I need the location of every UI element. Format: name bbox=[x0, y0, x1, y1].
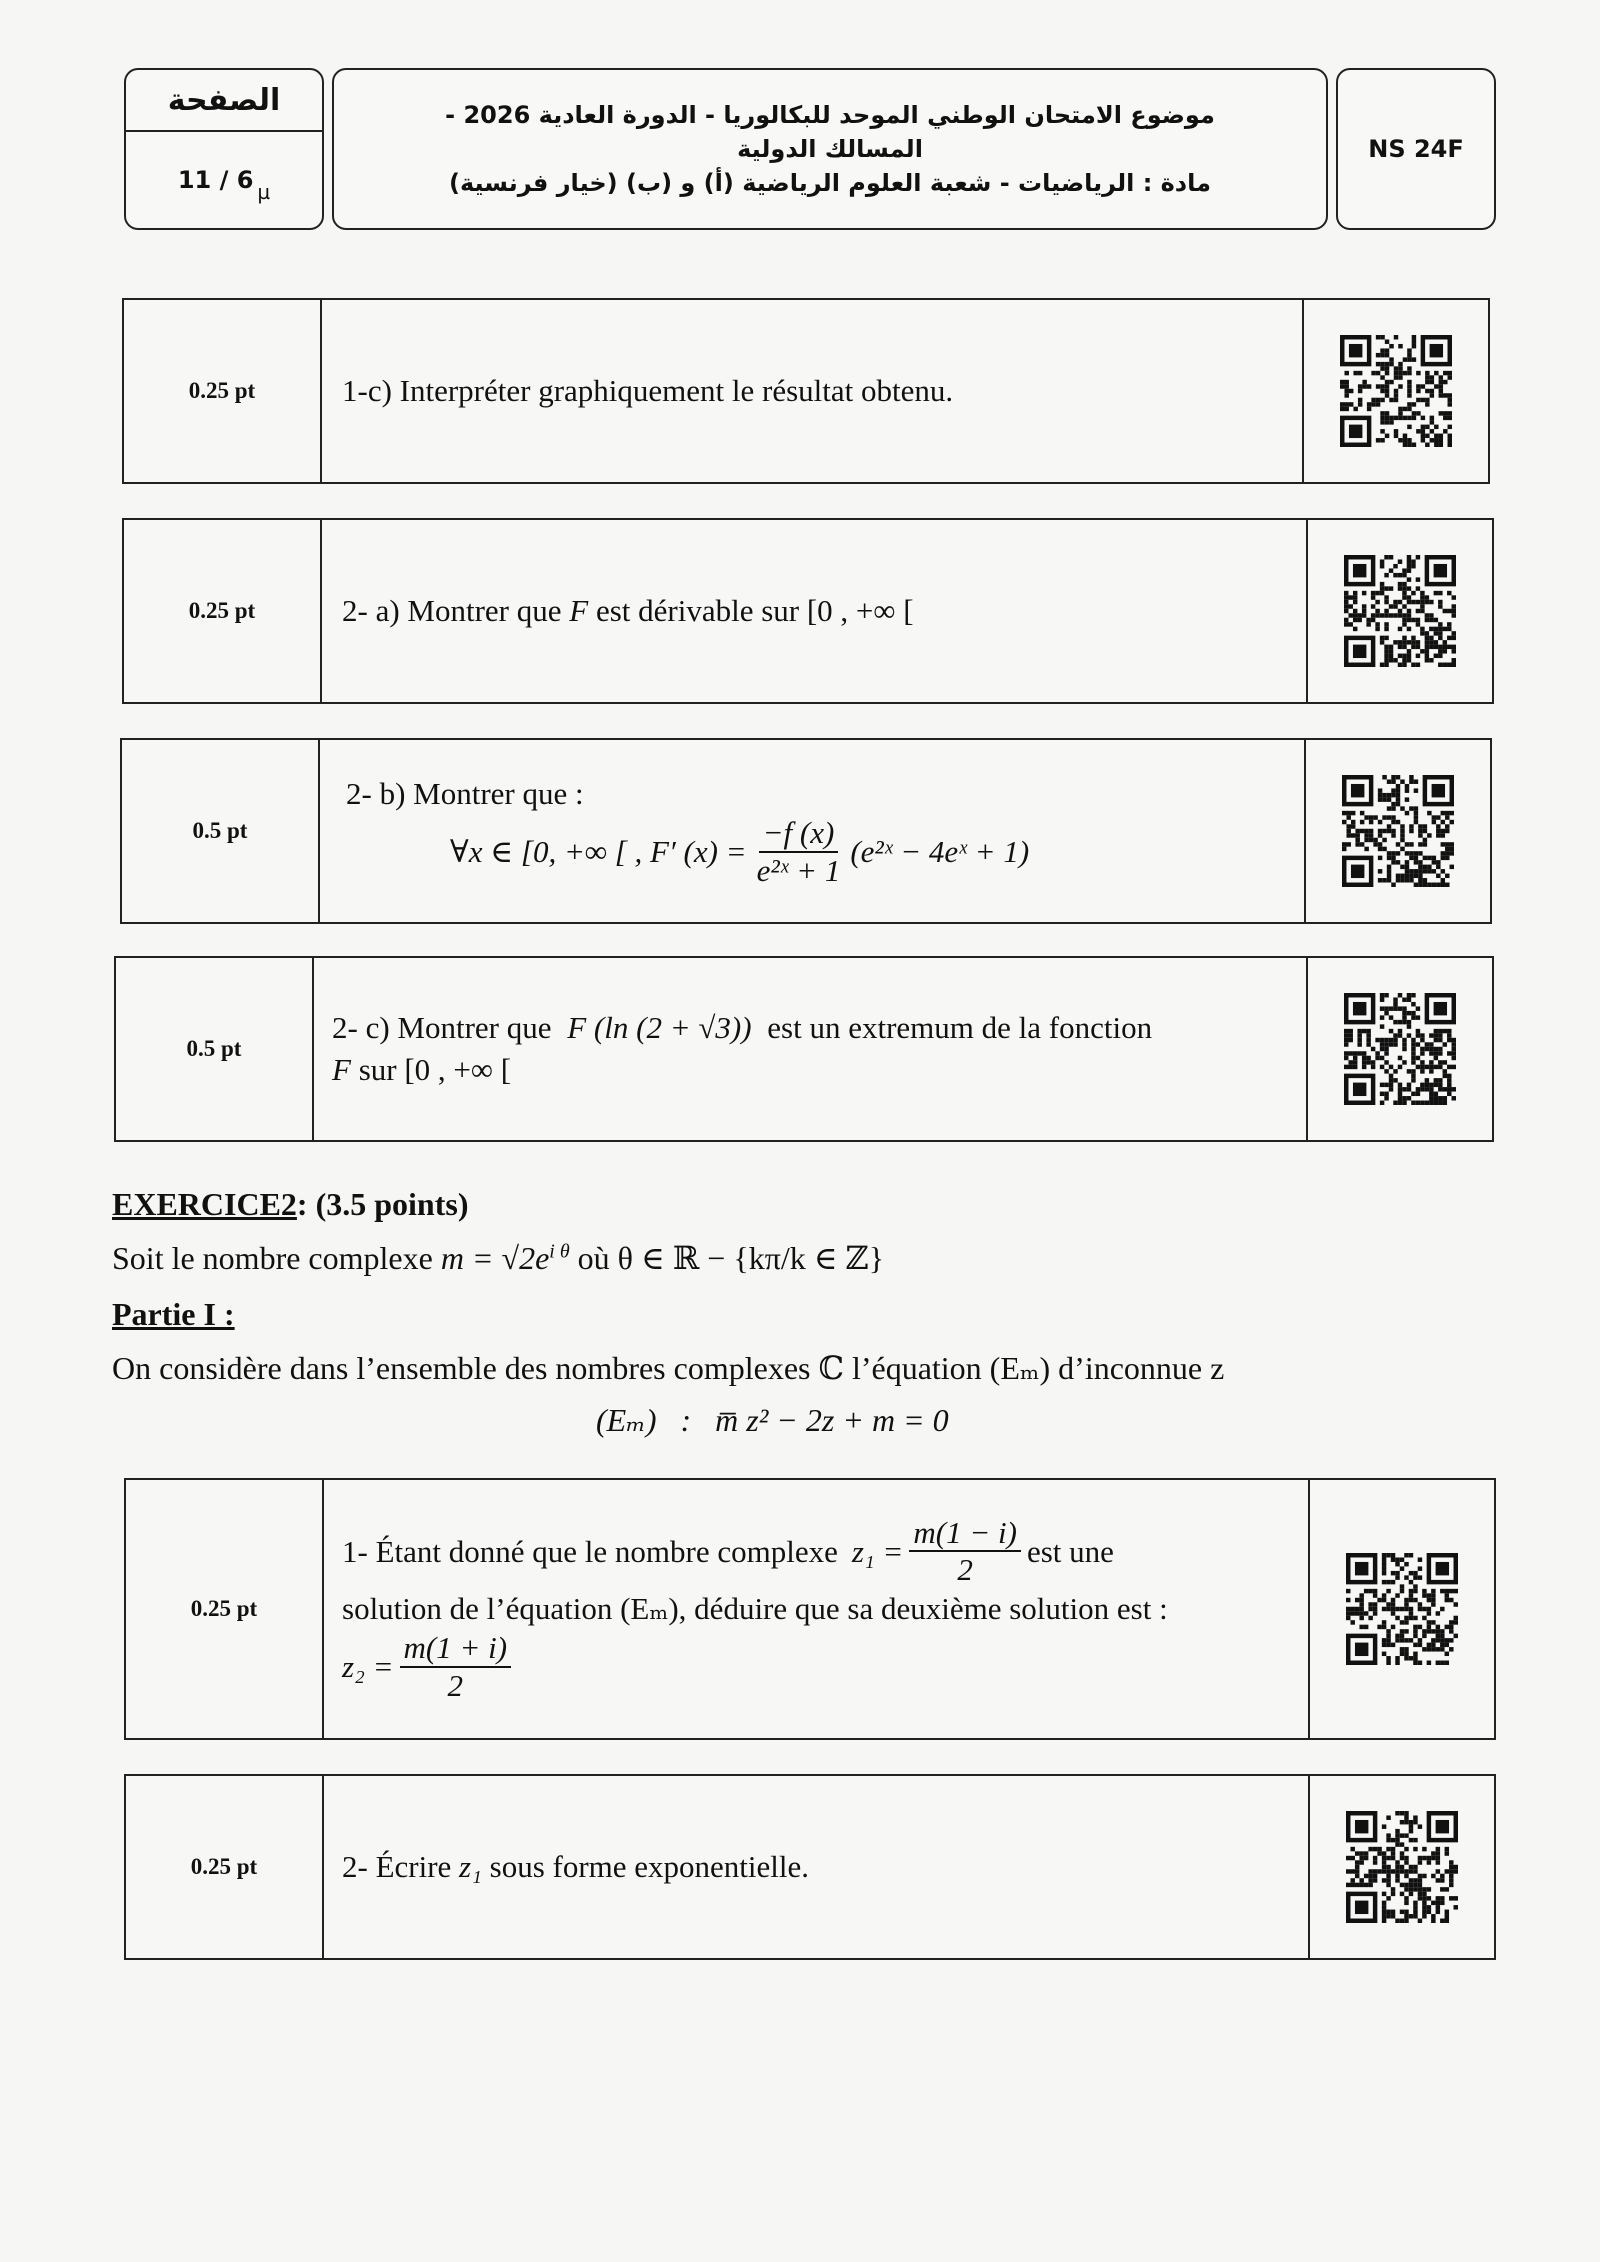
statement-line-2 bbox=[332, 1049, 1286, 1091]
question-text bbox=[324, 1480, 1308, 1738]
question-points: 0.5 pt bbox=[116, 958, 314, 1140]
question-points: 0.5 pt bbox=[122, 740, 320, 922]
qr-cell bbox=[1308, 1776, 1494, 1958]
page-label: الصفحة bbox=[126, 70, 322, 132]
qr-code-icon[interactable] bbox=[1346, 1553, 1458, 1665]
fraction-denominator: e²ˣ + 1 bbox=[756, 852, 841, 888]
complex-var: z₁ bbox=[459, 1849, 482, 1885]
qr-code-icon[interactable] bbox=[1344, 555, 1456, 667]
statement-suffix: sous forme exponentielle. bbox=[489, 1849, 810, 1885]
exam-title: موضوع الامتحان الوطني الموحد للبكالوريا - الدورة العادية 2026 - bbox=[445, 101, 1215, 129]
qr-cell bbox=[1304, 740, 1490, 922]
question-text bbox=[322, 520, 1306, 702]
statement-suffix: est dérivable sur bbox=[595, 593, 800, 629]
fraction-numerator: m(1 + i) bbox=[400, 1630, 512, 1668]
question-row-p1-2 bbox=[124, 1774, 1496, 1960]
fraction bbox=[400, 1630, 512, 1703]
question-points: 0.25 pt bbox=[124, 300, 322, 482]
interval: [0 , +∞ [ bbox=[806, 593, 914, 629]
statement-prefix: 2- Écrire bbox=[342, 1849, 452, 1885]
intro-exponent: i θ bbox=[549, 1240, 570, 1263]
statement-line-3 bbox=[342, 1630, 1288, 1703]
question-text bbox=[314, 958, 1306, 1140]
question-text bbox=[320, 740, 1304, 922]
question-row-2a bbox=[122, 518, 1494, 704]
question-statement: 1-c) Interpréter graphiquement le résultat obtenu. bbox=[342, 373, 954, 409]
qr-cell bbox=[1308, 1480, 1494, 1738]
exam-code: NS 24F bbox=[1368, 135, 1464, 163]
qr-code-icon[interactable] bbox=[1340, 335, 1452, 447]
expression: z₁ = bbox=[851, 1533, 904, 1569]
question-statement bbox=[342, 1846, 1288, 1888]
formula bbox=[450, 815, 1284, 888]
formula-left: ∀x ∈ [0, +∞ [ , F′ (x) = bbox=[450, 834, 747, 869]
exam-track: المسالك الدولية bbox=[737, 135, 923, 163]
part-title bbox=[112, 1290, 235, 1338]
question-row-p1-1 bbox=[124, 1478, 1496, 1740]
question-row-2c bbox=[114, 956, 1494, 1142]
fraction-numerator: m(1 − i) bbox=[909, 1515, 1021, 1553]
function-var: F bbox=[332, 1052, 351, 1087]
expression: z₂ = bbox=[342, 1648, 394, 1684]
exercise-heading bbox=[112, 1180, 468, 1228]
statement-line-1 bbox=[332, 1007, 1286, 1049]
qr-code-icon[interactable] bbox=[1344, 993, 1456, 1105]
header-code-box bbox=[1336, 68, 1496, 230]
question-text bbox=[324, 1776, 1308, 1958]
page-number-cell bbox=[126, 132, 322, 228]
statement-text: 1- Étant donné que le nombre complexe bbox=[342, 1533, 838, 1569]
header-title-box bbox=[332, 68, 1328, 230]
statement-line-1 bbox=[342, 1515, 1288, 1588]
page-marker: µ bbox=[257, 180, 271, 204]
qr-code-icon[interactable] bbox=[1342, 775, 1454, 887]
question-text bbox=[322, 300, 1302, 482]
page-number: 11 / 6 bbox=[177, 166, 254, 194]
expression: F (ln (2 + √3)) bbox=[567, 1010, 752, 1046]
question-row-2b bbox=[120, 738, 1492, 924]
qr-cell bbox=[1306, 958, 1492, 1140]
exam-subject: مادة : الرياضيات - شعبة العلوم الرياضية (أ) و (ب) (خيار فرنسية) bbox=[448, 169, 1211, 197]
statement-text: est un extremum de la fonction bbox=[767, 1010, 1153, 1046]
question-statement bbox=[342, 590, 1286, 632]
statement-line-2: solution de l’équation (Eₘ), déduire que sa deuxième solution est : bbox=[342, 1591, 1168, 1627]
question-row-1c bbox=[122, 298, 1490, 484]
function-var: F bbox=[569, 593, 589, 629]
statement-prefix: 2- a) Montrer que bbox=[342, 593, 562, 629]
fraction-denominator: 2 bbox=[957, 1552, 973, 1588]
question-points: 0.25 pt bbox=[126, 1776, 324, 1958]
statement-text: 2- c) Montrer que bbox=[332, 1010, 552, 1046]
exercise-title: EXERCICE2 bbox=[112, 1186, 297, 1222]
fraction bbox=[909, 1515, 1021, 1588]
qr-code-icon[interactable] bbox=[1346, 1811, 1458, 1923]
statement-text: sur bbox=[358, 1052, 397, 1087]
exercise-intro bbox=[112, 1234, 884, 1282]
exercise-points: : (3.5 points) bbox=[296, 1186, 469, 1222]
intro-text: Soit le nombre complexe bbox=[112, 1240, 433, 1276]
formula-right: (e²ˣ − 4eˣ + 1) bbox=[850, 834, 1030, 869]
interval: [0 , +∞ [ bbox=[404, 1052, 512, 1087]
question-points: 0.25 pt bbox=[126, 1480, 324, 1738]
intro-formula: m = √2e bbox=[440, 1240, 550, 1276]
intro-condition: où θ ∈ ℝ − {kπ/k ∈ ℤ} bbox=[577, 1240, 885, 1276]
qr-cell bbox=[1302, 300, 1488, 482]
fraction bbox=[753, 815, 845, 888]
fraction-denominator: 2 bbox=[447, 1667, 464, 1703]
part-label: Partie I : bbox=[112, 1296, 235, 1332]
qr-cell bbox=[1306, 520, 1492, 702]
fraction-numerator: −f (x) bbox=[759, 815, 839, 853]
exercise-statement: On considère dans l’ensemble des nombres complexes ℂ l’équation (Eₘ) d’inconnue z bbox=[112, 1350, 1225, 1386]
header-page-box bbox=[124, 68, 324, 230]
question-points: 0.25 pt bbox=[124, 520, 322, 702]
statement-text: est une bbox=[1026, 1533, 1114, 1569]
equation: (Eₘ) : m̅ z² − 2z + m = 0 bbox=[596, 1402, 949, 1438]
statement-line: 2- b) Montrer que : bbox=[346, 776, 584, 812]
